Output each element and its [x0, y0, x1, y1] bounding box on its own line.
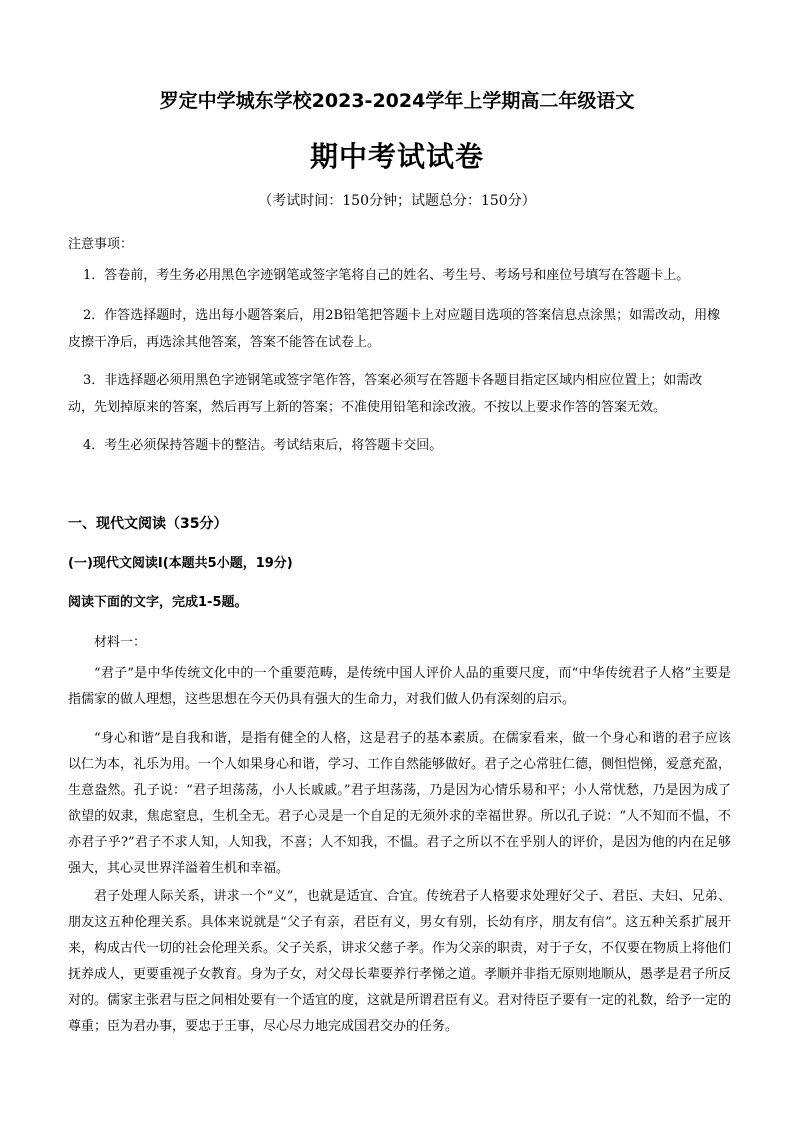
- sub-section-heading: (一)现代文阅读Ⅰ(本题共5小题，19分): [68, 556, 293, 571]
- paragraph-2: “身心和谐”是自我和谐，是指有健全的人格，这是君子的基本素质。在儒家看来，做一个身心和谐的君子应该以仁为本，礼乐为用。一个人如果身心和谐，学习、工作自然能够做好。君子之心常驻仁德，侧怛恺悌，爱意充盈，生意盎然。孔子说：“君子坦荡荡，小人长戚戚。”君子坦荡荡，乃是因为心情乐易和平；小人常忧愁，乃是因为成了欲望的奴隶，焦虑窒息，生机全无。君子心灵是一个自足的无须外求的幸福世界。所以孔子说：“人不知而不愠，不亦君子乎?”君子不求人知，人知我，不喜；人不知我，不愠。君子之所以不在乎别人的评价，是因为他的内在足够强大，其心灵世界洋溢着生机和幸福。: [68, 731, 732, 876]
- paragraph-1: “君子”是中华传统文化中的一个重要范畴，是传统中国人评价人品的重要尺度，而“中华传统君子人格”主要是指儒家的做人理想，这些思想在今天仍具有强大的生命力，对我们做人仍有深刻的启示。: [68, 666, 731, 707]
- reading-instruction: 阅读下面的文字，完成1-5题。: [68, 595, 248, 610]
- section-heading: 一、现代文阅读（35分）: [68, 516, 228, 532]
- exam-title-line1: 罗定中学城东学校2023-2024学年上学期高二年级语文: [159, 90, 635, 112]
- exam-info: （考试时间：150分钟；试题总分：150分）: [258, 193, 536, 209]
- paragraph-3: 君子处理人际关系，讲求一个“义”，也就是适宜、合宜。传统君子人格要求处理好父子、君臣、夫妇、兄弟、朋友这五种伦理关系。具体来说就是“父子有亲，君臣有义，男女有别，长幼有序，朋友有信”。这五种关系扩展开来，构成古代一切的社会伦理关系。父子关系，讲求父慈子孝。作为父亲的职责，对于子女，不仅要在物质上将他们抚养成人，更要重视子女教育。身为子女，对父母长辈要养行孝悌之道。孝顺并非指无原则地顺从，愚孝是君子所反对的。儒家主张君与臣之间相处要有一个适宜的度，这就是所谓君臣有义。君对待臣子要有一定的礼数，给予一定的尊重；臣为君办事，要忠于王事，尽心尽力地完成国君交办的任务。: [68, 889, 732, 1034]
- note-item-3: 3．非选择题必须用黑色字迹钢笔或签字笔作答，答案必须写在答题卡各题目指定区域内相应位置上；如需改动，先划掉原来的答案，然后再写上新的答案；不准使用铅笔和涂改液。不按以上要求作答的答案无效。: [68, 373, 703, 415]
- note-item-1: 1．答卷前，考生务必用黑色字迹钢笔或签字笔将自己的姓名、考生号、考场号和座位号填写在答题卡上。: [83, 268, 690, 283]
- notes-label: 注意事项：: [68, 237, 134, 252]
- exam-title-line2: 期中考试试卷: [309, 140, 484, 173]
- material-label: 材料一：: [94, 635, 147, 650]
- note-item-4: 4．考生必须保持答题卡的整洁。考试结束后，将答题卡交回。: [83, 438, 443, 453]
- note-item-2: 2．作答选择题时，选出每小题答案后，用2B铅笔把答题卡上对应题目选项的答案信息点涂黑；如需改动，用橡皮擦干净后，再选涂其他答案，答案不能答在试卷上。: [68, 308, 721, 350]
